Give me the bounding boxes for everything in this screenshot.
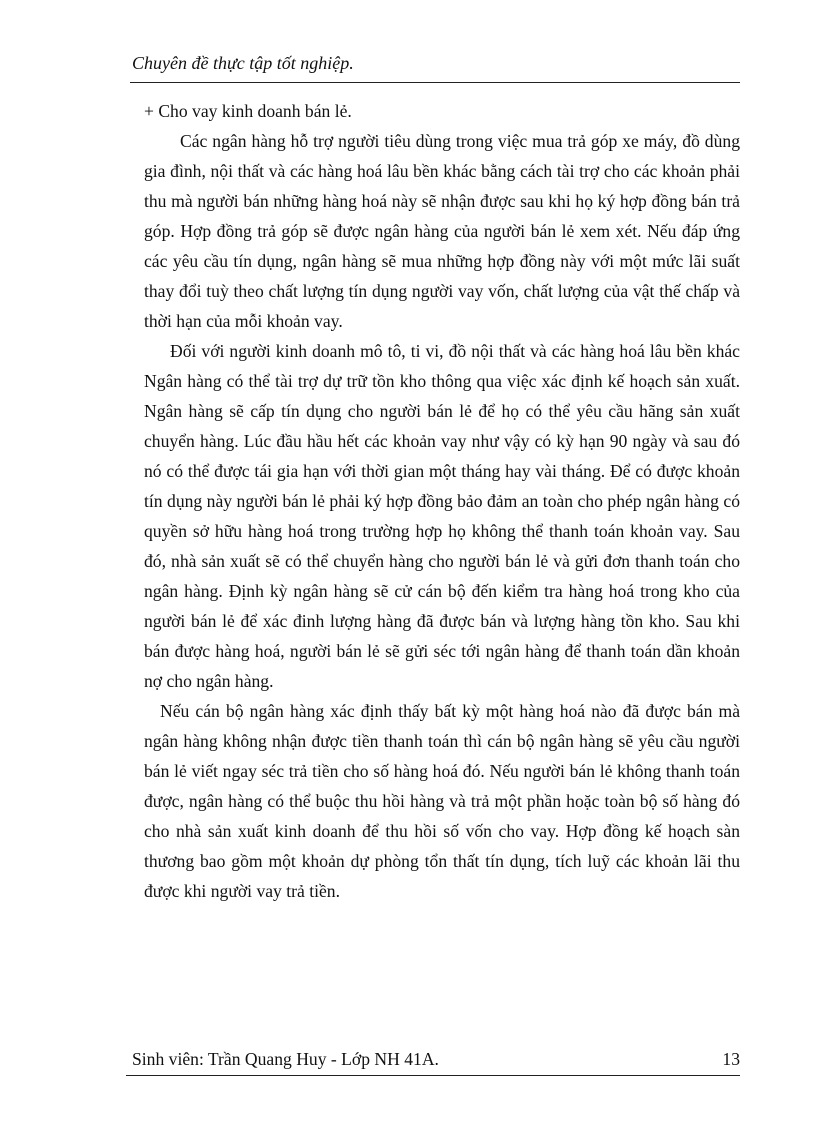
paragraph-recovery: Nếu cán bộ ngân hàng xác định thấy bất kỳ một hàng hoá nào đã được bán mà ngân hàng không nhận được tiền thanh toán thì cán bộ ngân hàng sẽ yêu cầu người bán lẻ viết ngay séc trả tiền cho số hàng hoá đó. Nếu người bán lẻ không thanh toán được, ngân hàng có thể buộc thu hồi hàng và trả một phần hoặc toàn bộ số hàng đó cho nhà sản xuất kinh doanh để thu hồi số vốn cho vay. Hợp đồng kế hoạch sàn thương bao gồm một khoản dự phòng tổn thất tín dụng, tích luỹ các khoản lãi thu được khi người vay trả tiền. <box>144 701 740 901</box>
document-body <box>144 96 740 906</box>
page-number: 13 <box>722 1049 740 1069</box>
page-footer <box>126 1049 740 1076</box>
bullet-heading: + Cho vay kinh doanh bán lẻ. <box>144 101 352 121</box>
page-header <box>130 50 740 83</box>
student-info: Sinh viên: Trần Quang Huy - Lớp NH 41A. <box>132 1049 439 1069</box>
paragraph-inventory-financing: Đối với người kinh doanh mô tô, ti vi, đồ nội thất và các hàng hoá lâu bền khác Ngân hàng có thể tài trợ dự trữ tồn kho thông qua việc xác định kế hoạch sản xuất. Ngân hàng sẽ cấp tín dụng cho người bán lẻ để họ có thể yêu cầu hãng sản xuất chuyển hàng. Lúc đầu hầu hết các khoản vay như vậy có kỳ hạn 90 ngày và sau đó nó có thể được tái gia hạn với thời gian một tháng hay vài tháng. Để có được khoản tín dụng này người bán lẻ phải ký hợp đồng bảo đảm an toàn cho phép ngân hàng có quyền sở hữu hàng hoá trong trường hợp họ không thể thanh toán khoản vay. Sau đó, nhà sản xuất sẽ có thể chuyển hàng cho người bán lẻ và gửi đơn thanh toán cho ngân hàng. Định kỳ ngân hàng sẽ cử cán bộ đến kiểm tra hàng hoá trong kho của người bán lẻ để xác đinh lượng hàng đã được bán và lượng hàng tồn kho. Sau khi bán được hàng hoá, người bán lẻ sẽ gửi séc tới ngân hàng để thanh toán dần khoản nợ cho ngân hàng. <box>144 341 740 691</box>
document-title: Chuyên đề thực tập tốt nghiệp. <box>132 53 354 73</box>
paragraph-installment-lending: Các ngân hàng hỗ trợ người tiêu dùng trong việc mua trả góp xe máy, đồ dùng gia đình, nội thất và các hàng hoá lâu bền khác bằng cách tài trợ cho các khoản phải thu mà người bán những hàng hoá này sẽ nhận được sau khi họ ký hợp đồng bán trả góp. Hợp đồng trả góp sẽ được ngân hàng của người bán lẻ xem xét. Nếu đáp ứng các yêu cầu tín dụng, ngân hàng sẽ mua những hợp đồng này với một mức lãi suất thay đổi tuỳ theo chất lượng tín dụng người vay vốn, chất lượng của vật thế chấp và thời hạn của mỗi khoản vay. <box>144 131 740 331</box>
